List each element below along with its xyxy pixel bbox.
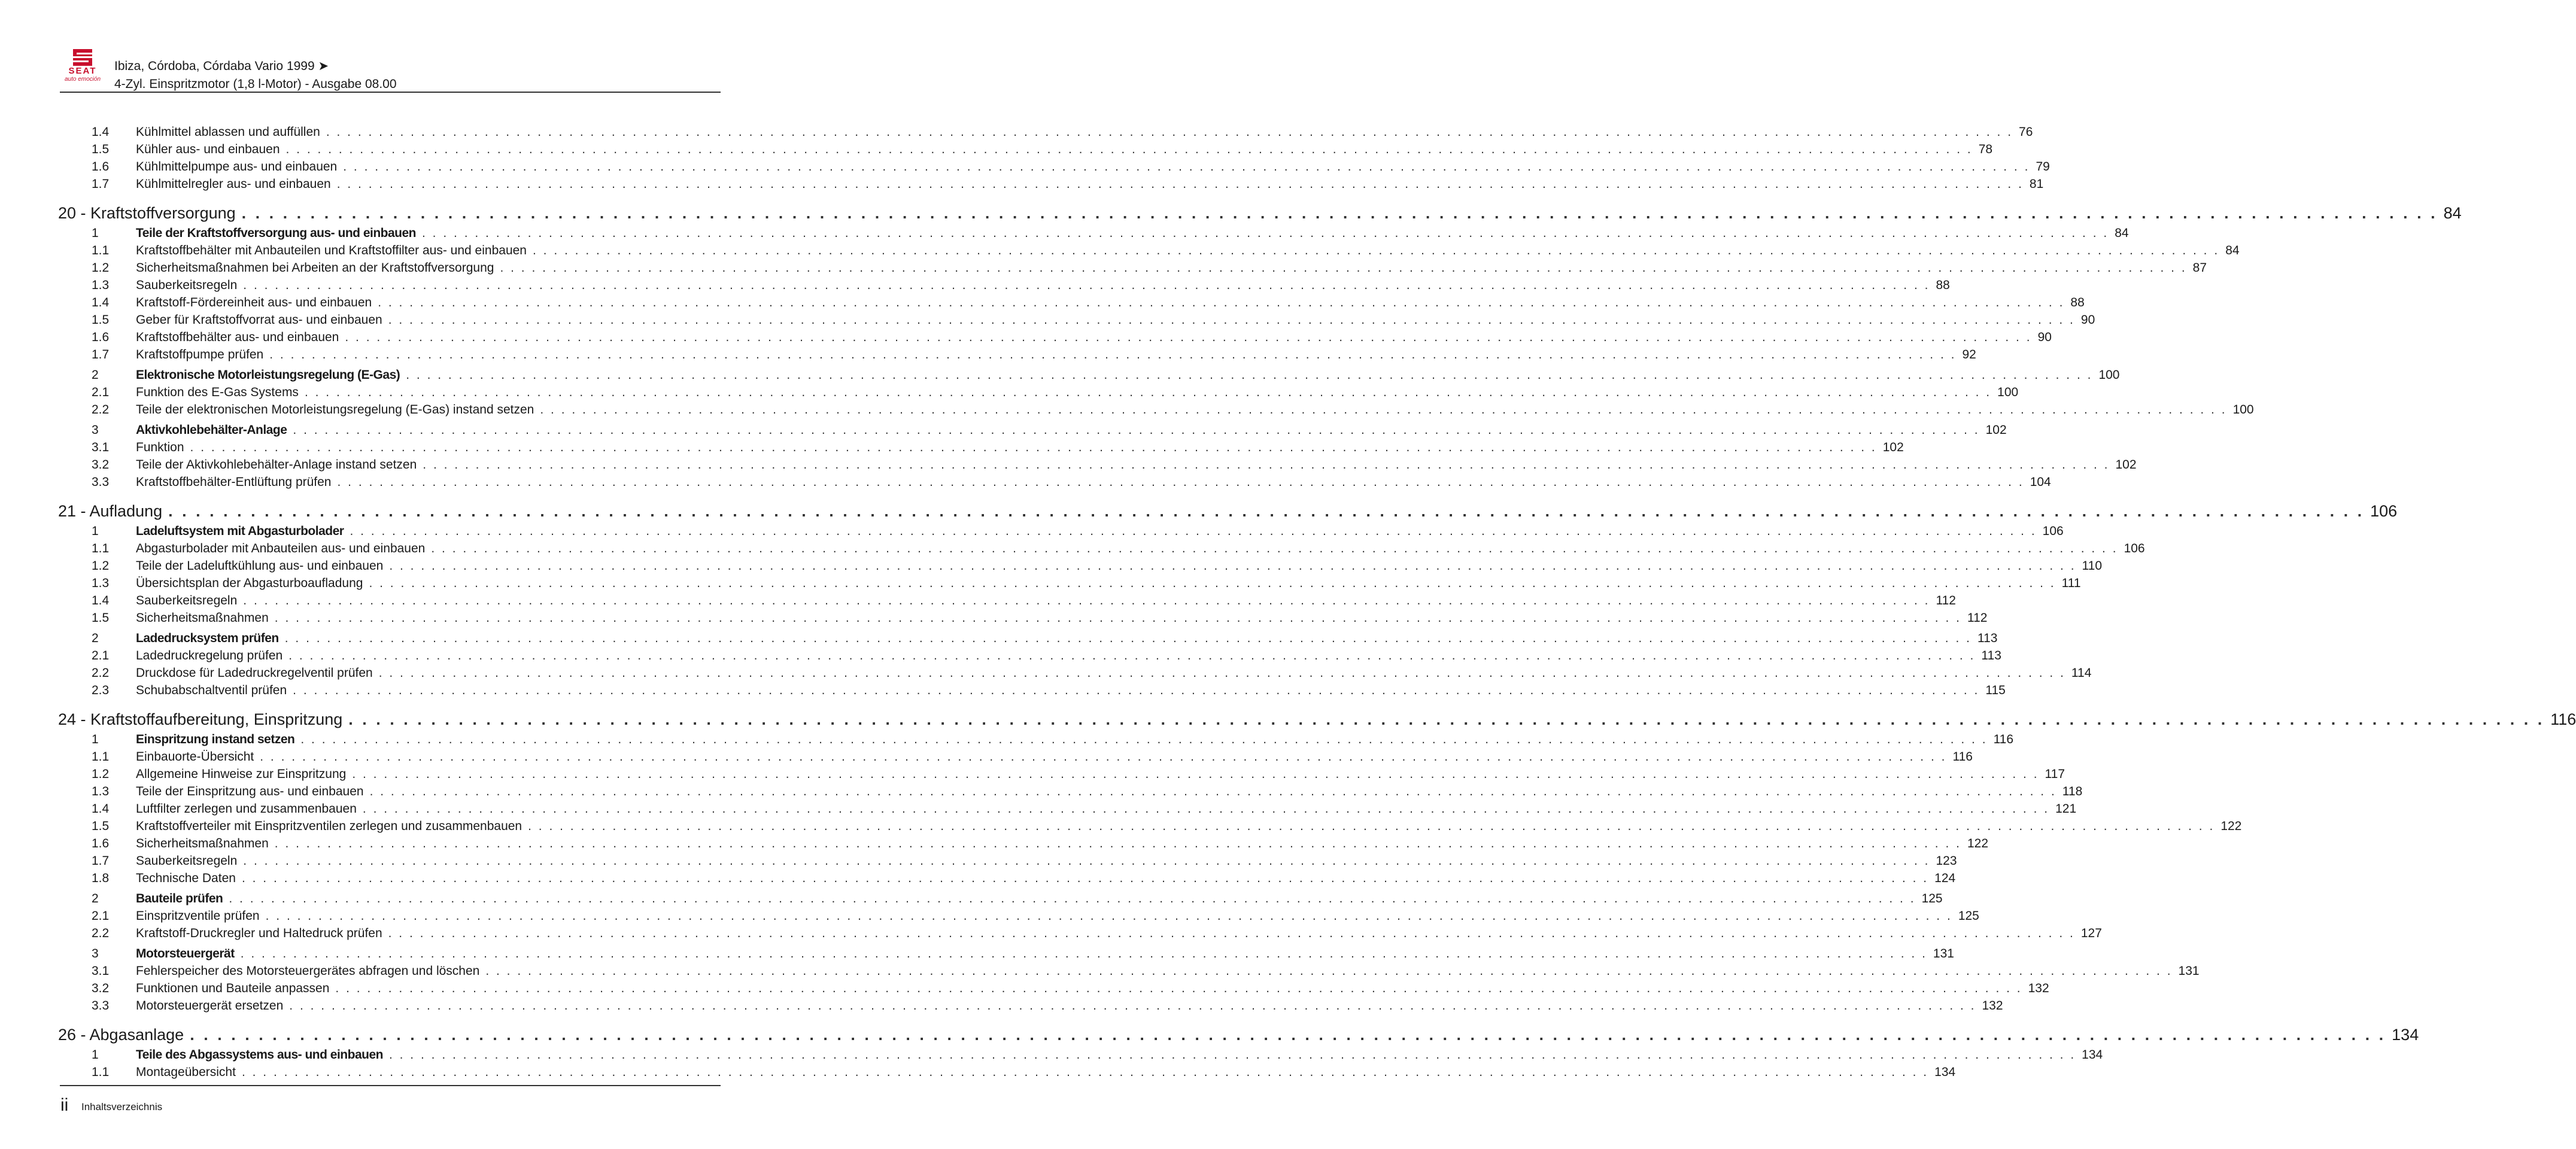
- footer-divider: [60, 1085, 721, 1086]
- toc-section[interactable]: [92, 946, 1954, 962]
- toc-leader-dots: . . . . . . . . . . . . . . . . . . . . . . . . . . . . . . . . . . . . . . . . . . . . . . . . . . . . . . . . . . . . . . . . . . . . . . . . . . . . . . . . . . . . . . . . . . . . . . . . . . . . . . . . . . . . . . . . . . . . . . . . . . . . . . . . . . . . . . . . . . . . . . . . . . . . . . . . . . . . . . . .: [528, 819, 2215, 833]
- toc-entry[interactable]: [92, 124, 2033, 140]
- toc-page-number: 125: [1921, 892, 1943, 905]
- toc-leader-dots: . . . . . . . . . . . . . . . . . . . . . . . . . . . . . . . . . . . . . . . . . . . . . . . . . . . . . . . . . . . . . . . . . . . . . . . . . . . . . . . . . . . . . . . . . . . . . . . . . . . . . . . . . . . . . . . . . . . . . . . . . . . . . . . . . . . . . . . . . . . . . . . . . . . . . . . . . . . . . . . .: [388, 926, 2075, 940]
- toc-entry[interactable]: [92, 749, 1973, 765]
- toc-page-number: 106: [2370, 502, 2398, 520]
- toc-entry[interactable]: [92, 871, 1956, 886]
- toc-entry-number: 3.2: [92, 458, 110, 472]
- toc-page-number: 79: [2036, 160, 2050, 174]
- toc-entry-number: 3: [92, 947, 99, 960]
- toc-entry-title: Funktionen und Bauteile anpassen: [136, 981, 330, 995]
- toc-entry-title: Kühlmittel ablassen und auffüllen: [136, 125, 320, 139]
- toc-entry-title: Abgasturbolader mit Anbauteilen aus- und einbauen: [136, 542, 426, 555]
- toc-page-number: 118: [2062, 785, 2083, 798]
- toc-entry-title: Sicherheitsmaßnahmen: [136, 837, 269, 850]
- toc-entry-number: 1.5: [92, 611, 110, 625]
- toc-page-number: 87: [2192, 261, 2207, 275]
- toc-entry[interactable]: [92, 853, 1957, 869]
- toc-entry[interactable]: [92, 278, 1950, 293]
- toc-entry[interactable]: [92, 312, 2095, 328]
- toc-entry[interactable]: [92, 558, 2103, 574]
- toc-entry-title: Sauberkeitsregeln: [136, 278, 238, 292]
- toc-entry-number: 1.3: [92, 576, 110, 590]
- toc-entry-title: Kraftstoffverteiler mit Einspritzventilen zerlegen und zusammenbauen: [136, 819, 523, 833]
- toc-chapter[interactable]: [58, 710, 2576, 729]
- toc-page-number: 113: [1977, 631, 1998, 645]
- toc-entry-title: Sicherheitsmaßnahmen bei Arbeiten an der Kraftstoffversorgung: [136, 261, 494, 275]
- toc-entry[interactable]: [92, 440, 1904, 455]
- toc-page-number: 116: [1952, 750, 1973, 764]
- toc-entry-number: 1.6: [92, 837, 110, 850]
- toc-entry-number: 1.7: [92, 177, 110, 191]
- toc-page-number: 131: [1933, 947, 1954, 960]
- toc-entry-number: 3.1: [92, 964, 110, 978]
- toc-chapter[interactable]: [58, 1025, 2419, 1044]
- toc-leader-dots: . . . . . . . . . . . . . . . . . . . . . . . . . . . . . . . . . . . . . . . . . . . . . . . . . . . . . . . . . . . . . . . . . . . . . . . . . . . . . . . . . . . . . . . . . . . . . . . . . . . . . . . . . . . . . . . . . . . . . . . . . . . . . . . . . . . . . . . . . . . . . . . . . . . . . . . . . . . . . . . .: [243, 278, 1930, 292]
- toc-entry-title: Sauberkeitsregeln: [136, 594, 238, 607]
- toc-leader-dots: . . . . . . . . . . . . . . . . . . . . . . . . . . . . . . . . . . . . . . . . . . . . . . . . . . . . . . . . . . . . . . . . . . . . . . . . . . . . . . . . . . . . . . . . . . . . . . . . . . . . . . . . . . . . . . . . . . . . . . . . . . . . . . . . . . . . . . . . . . . . . . . . . . . . . . . . . . . . . . . .: [243, 854, 1930, 868]
- toc-entry-title: Teile des Abgassystems aus- und einbauen: [136, 1048, 383, 1062]
- toc-leader-dots: . . . . . . . . . . . . . . . . . . . . . . . . . . . . . . . . . . . . . . . . . . . . . . . . . . . . . . . . . . . . . . . . . . . . . . . . . . . . . . . . . . . . . . . . . . . . . . . . . . . . . . . . . . . . . . . . . . . . . . . . . . . . . . . . . . . . . . . . . . . . . . . . . . . . . . . . . . . . . . . .: [532, 244, 2220, 257]
- toc-entry-title: Übersichtsplan der Abgasturboaufladung: [136, 576, 363, 590]
- toc-chapter[interactable]: [58, 501, 2398, 521]
- toc-leader-dots: . . . . . . . . . . . . . . . . . . . . . . . . . . . . . . . . . . . . . . . . . . . . . . . . . . . . . . . . . . . . . . . . . . . . . . . . . . . . . . . . . . . . . . . . . . . . . . . . . . . . . . . . . . . . . . . . . . . . . . . . . . . . . . . . . . . . . . . . . . . . . . . . . . . . . . . . . . . . . . . .: [304, 385, 1992, 399]
- toc-entry-number: 3.3: [92, 999, 110, 1013]
- toc-section[interactable]: [92, 631, 1998, 646]
- toc-entry[interactable]: [92, 998, 2003, 1014]
- toc-entry-number: 2.1: [92, 385, 110, 399]
- toc-leader-dots: . . . . . . . . . . . . . . . . . . . . . . . . . . . . . . . . . . . . . . . . . . . . . . . . . . . . . . . . . . . . . . . . . . . . . . . . . . . . . . . . . . . . . . . . . . . . . . . . . . . . . . . . . . . . . . . . . . . . . . . . . . . . . . . . . . . . . . . . . . . . . . . . . . . . . . . . . . . . . . . .: [229, 892, 1916, 905]
- toc-page-number: 84: [2443, 204, 2462, 222]
- toc-page-number: 115: [1985, 683, 2006, 697]
- toc-leader-dots: . . . . . . . . . . . . . . . . . . . . . . . . . . . . . . . . . . . . . . . . . . . . . . . . . . . . . . . . . . . . . . . . . . . . . . . . . . . . . . . . . . . . . . . . . . . . . . . . . . . . . . . . . . . . . . . . . . . . . . . . . . . . . . . . . . . . . . . . . . . . . . . . . . . . . . . . . . . . . . . .: [423, 458, 2110, 472]
- toc-entry-title: Motorsteuergerät ersetzen: [136, 999, 284, 1013]
- toc-page-number: 117: [2045, 767, 2065, 781]
- toc-entry-title: Kraftstoff-Druckregler und Haltedruck prüfen: [136, 926, 382, 940]
- toc-page-number: 131: [2178, 964, 2200, 978]
- toc-leader-dots: . . . . . . . . . . . . . . . . . . . . . . . . . . . . . . . . . . . . . . . . . . . . . . . . . . . . . . . . . . . . . . . . . . . . . . . . . . . . . . . . . . . . . . . . . . . . . . . . . . . . . . . . . . . . . . . . . . . . . . . . . . . . . . . . . . . . . . . . . . . . . . . . . . . . . . . . . . . . . . . .: [369, 576, 2056, 590]
- toc-entry-title: Allgemeine Hinweise zur Einspritzung: [136, 767, 347, 781]
- toc-entry-title: Teile der Aktivkohlebehälter-Anlage instand setzen: [136, 458, 417, 472]
- toc-leader-dots: . . . . . . . . . . . . . . . . . . . . . . . . . . . . . . . . . . . . . . . . . . . . . . . . . . . . . . . . . . . . . . . . . . . . . . . . . . . . . . . . . . . . . . . . . . . . . . . . . . . . . . . . . . . . . . . . . . . . . . . . . . . . . . . . . . . . . . . . . . . . . . . . . . . . . . . . . . . . . . . .: [485, 964, 2173, 978]
- header-divider: [60, 92, 721, 93]
- toc-entry[interactable]: [92, 295, 2085, 311]
- toc-section[interactable]: [92, 226, 2129, 241]
- seat-emblem-icon: [71, 48, 95, 67]
- logo-tagline: auto emoción: [64, 76, 101, 83]
- toc-leader-dots: . . . . . . . . . . . . . . . . . . . . . . . . . . . . . . . . . . . . . . . . . . . . . . . . . . . . . . . . . . . . . . . . . . . . . . . . . . . . . . . . . . . . . . . . . . . . . . . . . . . . . . . . . . . . . . . . . . . . . . . . . . . . . . . . . . . . . . . . . . . . . . . . . . . . . . . . . . . . . . . .: [241, 1065, 1929, 1079]
- toc-page-number: 78: [1978, 142, 1993, 156]
- toc-leader-dots: . . . . . . . . . . . . . . . . . . . . . . . . . . . . . . . . . . . . . . . . . . . . . . . . . . . . . . . . . . . . . . . . . . . . . . . . . . . . . . . . . . . . . . . . . . . . . . . . . . . . . . . . . . . . . . . . . . . . . . . . . . . . . . . . . . . . . . . . . . . . . . . . . . . . . . . . . . . . . . . .: [362, 802, 2050, 816]
- toc-entry[interactable]: [92, 610, 1988, 626]
- toc-page-number: 110: [2082, 559, 2103, 573]
- toc-entry[interactable]: [92, 926, 2102, 941]
- toc-entry-title: Kraftstoff-Fördereinheit aus- und einbauen: [136, 296, 372, 309]
- toc-leader-dots: . . . . . . . . . . . . . . . . . . . . . . . . . . . . . . . . . . . . . . . . . . . . . . . . . . . . . . . . . . . . . . . . . . . . . . . . . . . . . . . . . . . . . . . . . . . . . . . . . . . . . . . . . . . . . . . . . . . . . . . . . . . . . . . . . . . . . . . . . . . . . . . . . . . . . . . . . . . . . . . .: [388, 1048, 2076, 1062]
- toc-entry-number: 3: [92, 423, 99, 437]
- toc-entry-title: Sauberkeitsregeln: [136, 854, 238, 868]
- toc-entry-title: Schubabschaltventil prüfen: [136, 683, 287, 697]
- toc-entry-number: 3.1: [92, 440, 110, 454]
- toc-entry[interactable]: [92, 385, 2019, 400]
- toc-section[interactable]: [92, 891, 1943, 907]
- toc-page-number: 84: [2225, 244, 2240, 257]
- toc-entry[interactable]: [92, 330, 2052, 345]
- toc-leader-dots: . . . . . . . . . . . . . . . . . . . . . . . . . . . . . . . . . . . . . . . . . . . . . . . . . . . . . . . . . . . . . . . . . . . . . . . . . . . . . . . . . . . . . . . . . . . . . . . . . . . . . . . . . . . . . . . . . . . . . . . . . . . . . . . . . . . . . . . . . . . . . . . . . . . . . . . . . . . . . . . .: [190, 1026, 2386, 1044]
- toc-leader-dots: . . . . . . . . . . . . . . . . . . . . . . . . . . . . . . . . . . . . . . . . . . . . . . . . . . . . . . . . . . . . . . . . . . . . . . . . . . . . . . . . . . . . . . . . . . . . . . . . . . . . . . . . . . . . . . . . . . . . . . . . . . . . . . . . . . . . . . . . . . . . . . . . . . . . . . . . . . . . . . . .: [422, 226, 2109, 240]
- toc-entry-number: 1.1: [92, 750, 110, 764]
- toc-page-number: 102: [1985, 423, 2007, 437]
- toc-leader-dots: . . . . . . . . . . . . . . . . . . . . . . . . . . . . . . . . . . . . . . . . . . . . . . . . . . . . . . . . . . . . . . . . . . . . . . . . . . . . . . . . . . . . . . . . . . . . . . . . . . . . . . . . . . . . . . . . . . . . . . . . . . . . . . . . . . . . . . . . . . . . . . . . . . . . . . . . . . . . . . . .: [388, 313, 2075, 327]
- toc-page-number: 111: [2061, 576, 2081, 590]
- toc-leader-dots: . . . . . . . . . . . . . . . . . . . . . . . . . . . . . . . . . . . . . . . . . . . . . . . . . . . . . . . . . . . . . . . . . . . . . . . . . . . . . . . . . . . . . . . . . . . . . . . . . . . . . . . . . . . . . . . . . . . . . . . . . . . . . . . . . . . . . . . . . . . . . . . . . . . . . . . . . . . . . . . .: [378, 666, 2065, 680]
- toc-section[interactable]: [92, 422, 2007, 438]
- toc-entry-title: Kraftstoffpumpe prüfen: [136, 348, 264, 361]
- toc-entry[interactable]: [92, 665, 2092, 681]
- toc-entry[interactable]: [92, 177, 2044, 192]
- toc-leader-dots: . . . . . . . . . . . . . . . . . . . . . . . . . . . . . . . . . . . . . . . . . . . . . . . . . . . . . . . . . . . . . . . . . . . . . . . . . . . . . . . . . . . . . . . . . . . . . . . . . . . . . . . . . . . . . . . . . . . . . . . . . . . . . . . . . . . . . . . . . . . . . . . . . . . . . . . . . . . . . . . .: [284, 631, 1972, 645]
- toc-section[interactable]: [92, 1047, 2103, 1063]
- toc-entry[interactable]: [92, 457, 2137, 473]
- toc-leader-dots: . . . . . . . . . . . . . . . . . . . . . . . . . . . . . . . . . . . . . . . . . . . . . . . . . . . . . . . . . . . . . . . . . . . . . . . . . . . . . . . . . . . . . . . . . . . . . . . . . . . . . . . . . . . . . . . . . . . . . . . . . . . . . . . . . . . . . . . . . . . . . . . . . . . . . . . . . . . . . . . .: [269, 348, 1957, 361]
- document-subtitle: 4-Zyl. Einspritzmotor (1,8 l-Motor) - Ausgabe 08.00: [114, 77, 397, 91]
- toc-chapter-title: 26 - Abgasanlage: [58, 1026, 184, 1044]
- toc-entry-title: Druckdose für Ladedruckregelventil prüfen: [136, 666, 373, 680]
- toc-entry[interactable]: [92, 801, 2077, 817]
- toc-entry-title: Kühlmittelpumpe aus- und einbauen: [136, 160, 338, 174]
- toc-leader-dots: . . . . . . . . . . . . . . . . . . . . . . . . . . . . . . . . . . . . . . . . . . . . . . . . . . . . . . . . . . . . . . . . . . . . . . . . . . . . . . . . . . . . . . . . . . . . . . . . . . . . . . . . . . . . . . . . . . . . . . . . . . . . . . . . . . . . . . . . . . . . . . . . . . . . . . . . . . . . . . . .: [343, 160, 2030, 174]
- toc-entry-title: Kraftstoffbehälter aus- und einbauen: [136, 330, 339, 344]
- toc-entry[interactable]: [92, 683, 2006, 698]
- toc-page-number: 134: [2392, 1026, 2419, 1044]
- toc-page-number: 114: [2071, 666, 2092, 680]
- toc-entry-number: 1.5: [92, 819, 110, 833]
- toc-entry-number: 1.2: [92, 559, 110, 573]
- toc-entry-number: 2.2: [92, 666, 110, 680]
- toc-leader-dots: . . . . . . . . . . . . . . . . . . . . . . . . . . . . . . . . . . . . . . . . . . . . . . . . . . . . . . . . . . . . . . . . . . . . . . . . . . . . . . . . . . . . . . . . . . . . . . . . . . . . . . . . . . . . . . . . . . . . . . . . . . . . . . . . . . . . . . . . . . . . . . . . . . . . . . . . . . . . . . . .: [240, 947, 1927, 960]
- toc-leader-dots: . . . . . . . . . . . . . . . . . . . . . . . . . . . . . . . . . . . . . . . . . . . . . . . . . . . . . . . . . . . . . . . . . . . . . . . . . . . . . . . . . . . . . . . . . . . . . . . . . . . . . . . . . . . . . . . . . . . . . . . . . . . . . . . . . . . . . . . . . . . . . . . . . . . . . . . . . . . . . . . .: [336, 177, 2024, 191]
- toc-entry-title: Kühlmittelregler aus- und einbauen: [136, 177, 331, 191]
- toc-leader-dots: . . . . . . . . . . . . . . . . . . . . . . . . . . . . . . . . . . . . . . . . . . . . . . . . . . . . . . . . . . . . . . . . . . . . . . . . . . . . . . . . . . . . . . . . . . . . . . . . . . . . . . . . . . . . . . . . . . . . . . . . . . . . . . . . . . . . . . . . . . . . . . . . . . . . . . . . . . . . . . . .: [190, 440, 1877, 454]
- toc-leader-dots: . . . . . . . . . . . . . . . . . . . . . . . . . . . . . . . . . . . . . . . . . . . . . . . . . . . . . . . . . . . . . . . . . . . . . . . . . . . . . . . . . . . . . . . . . . . . . . . . . . . . . . . . . . . . . . . . . . . . . . . . . . . . . . . . . . . . . . . . . . . . . . . . . . . . . . . . . . . . . . . .: [288, 649, 1976, 662]
- toc-page-number: 106: [2042, 524, 2064, 538]
- toc-entry-number: 1.4: [92, 296, 110, 309]
- toc-leader-dots: . . . . . . . . . . . . . . . . . . . . . . . . . . . . . . . . . . . . . . . . . . . . . . . . . . . . . . . . . . . . . . . . . . . . . . . . . . . . . . . . . . . . . . . . . . . . . . . . . . . . . . . . . . . . . . . . . . . . . . . . . . . . . . . . . . . . . . . . . . . . . . . . . . . . . . . . . . . . . . . .: [378, 296, 2065, 309]
- toc-page-number: 88: [1936, 278, 1950, 292]
- toc-page-number: 76: [2019, 125, 2033, 139]
- toc-entry-title: Elektronische Motorleistungsregelung (E-Gas): [136, 368, 400, 382]
- toc-entry-title: Ladeluftsystem mit Abgasturbolader: [136, 524, 344, 538]
- toc-entry-number: 1.4: [92, 802, 110, 816]
- toc-leader-dots: . . . . . . . . . . . . . . . . . . . . . . . . . . . . . . . . . . . . . . . . . . . . . . . . . . . . . . . . . . . . . . . . . . . . . . . . . . . . . . . . . . . . . . . . . . . . . . . . . . . . . . . . . . . . . . . . . . . . . . . . . . . . . . . . . . . . . . . . . . . . . . . . . . . . . . . . . . . . . . . .: [337, 475, 2024, 489]
- toc-page-number: 100: [2232, 403, 2254, 417]
- toc-entry-title: Funktion des E-Gas Systems: [136, 385, 299, 399]
- toc-leader-dots: . . . . . . . . . . . . . . . . . . . . . . . . . . . . . . . . . . . . . . . . . . . . . . . . . . . . . . . . . . . . . . . . . . . . . . . . . . . . . . . . . . . . . . . . . . . . . . . . . . . . . . . . . . . . . . . . . . . . . . . . . . . . . . . . . . . . . . . . . . . . . . . . . . . . . . . . . . . . . . . .: [335, 981, 2022, 995]
- toc-entry-number: 2.2: [92, 403, 110, 417]
- toc-entry-title: Bauteile prüfen: [136, 892, 223, 905]
- toc-page-number: 102: [1882, 440, 1904, 454]
- toc-leader-dots: . . . . . . . . . . . . . . . . . . . . . . . . . . . . . . . . . . . . . . . . . . . . . . . . . . . . . . . . . . . . . . . . . . . . . . . . . . . . . . . . . . . . . . . . . . . . . . . . . . . . . . . . . . . . . . . . . . . . . . . . . . . . . . . . . . . . . . . . . . . . . . . . . . . . . . . . . . . . . . . .: [293, 683, 1980, 697]
- toc-entry[interactable]: [92, 1065, 1956, 1080]
- toc-leader-dots: . . . . . . . . . . . . . . . . . . . . . . . . . . . . . . . . . . . . . . . . . . . . . . . . . . . . . . . . . . . . . . . . . . . . . . . . . . . . . . . . . . . . . . . . . . . . . . . . . . . . . . . . . . . . . . . . . . . . . . . . . . . . . . . . . . . . . . . . . . . . . . . . . . . . . . . . . . . . . . . .: [300, 732, 1988, 746]
- toc-page-number: 121: [2055, 802, 2077, 816]
- toc-entry-title: Sicherheitsmaßnahmen: [136, 611, 269, 625]
- toc-leader-dots: . . . . . . . . . . . . . . . . . . . . . . . . . . . . . . . . . . . . . . . . . . . . . . . . . . . . . . . . . . . . . . . . . . . . . . . . . . . . . . . . . . . . . . . . . . . . . . . . . . . . . . . . . . . . . . . . . . . . . . . . . . . . . . . . . . . . . . . . . . . . . . . . . . . . . . . . . . . . . . . .: [389, 559, 2076, 573]
- toc-leader-dots: . . . . . . . . . . . . . . . . . . . . . . . . . . . . . . . . . . . . . . . . . . . . . . . . . . . . . . . . . . . . . . . . . . . . . . . . . . . . . . . . . . . . . . . . . . . . . . . . . . . . . . . . . . . . . . . . . . . . . . . . . . . . . . . . . . . . . . . . . . . . . . . . . . . . . . . . . . . . . . . .: [241, 871, 1929, 885]
- toc-page-number: 88: [2070, 296, 2085, 309]
- toc-entry-title: Fehlerspeicher des Motorsteuergerätes abfragen und löschen: [136, 964, 480, 978]
- document-title: Ibiza, Córdoba, Córdaba Vario 1999 ➤: [114, 59, 329, 73]
- toc-leader-dots: . . . . . . . . . . . . . . . . . . . . . . . . . . . . . . . . . . . . . . . . . . . . . . . . . . . . . . . . . . . . . . . . . . . . . . . . . . . . . . . . . . . . . . . . . . . . . . . . . . . . . . . . . . . . . . . . . . . . . . . . . . . . . . . . . . . . . . . . . . . . . . . . . . . . . . . . . . . . . . . .: [326, 125, 2013, 139]
- toc-page-number: 132: [1982, 999, 2003, 1013]
- toc-leader-dots: . . . . . . . . . . . . . . . . . . . . . . . . . . . . . . . . . . . . . . . . . . . . . . . . . . . . . . . . . . . . . . . . . . . . . . . . . . . . . . . . . . . . . . . . . . . . . . . . . . . . . . . . . . . . . . . . . . . . . . . . . . . . . . . . . . . . . . . . . . . . . . . . . . . . . . . . . . . . . . . .: [540, 403, 2227, 417]
- toc-entry-number: 1: [92, 226, 99, 240]
- toc-entry[interactable]: [92, 819, 2242, 834]
- toc-page-number: 124: [1934, 871, 1956, 885]
- toc-entry-number: 2.3: [92, 683, 110, 697]
- toc-entry-title: Einspritzung instand setzen: [136, 732, 295, 746]
- toc-entry-number: 1.5: [92, 142, 110, 156]
- toc-page-number: 132: [2028, 981, 2049, 995]
- toc-entry-number: 1.7: [92, 854, 110, 868]
- toc-page-number: 125: [1958, 909, 1979, 923]
- toc-entry-number: 1.3: [92, 278, 110, 292]
- toc-section[interactable]: [92, 524, 2064, 539]
- toc-section[interactable]: [92, 367, 2120, 383]
- toc-entry[interactable]: [92, 142, 1993, 157]
- toc-entry-number: 1.1: [92, 244, 110, 257]
- toc-leader-dots: . . . . . . . . . . . . . . . . . . . . . . . . . . . . . . . . . . . . . . . . . . . . . . . . . . . . . . . . . . . . . . . . . . . . . . . . . . . . . . . . . . . . . . . . . . . . . . . . . . . . . . . . . . . . . . . . . . . . . . . . . . . . . . . . . . . . . . . . . . . . . . . . . . . . . . . . . . . . . . . .: [406, 368, 2093, 382]
- toc-entry-title: Technische Daten: [136, 871, 236, 885]
- toc-entry[interactable]: [92, 981, 2049, 996]
- toc-entry-number: 1.1: [92, 542, 110, 555]
- toc-entry-number: 1: [92, 524, 99, 538]
- toc-entry[interactable]: [92, 767, 2065, 782]
- toc-chapter[interactable]: [58, 203, 2462, 223]
- footer-title: Inhaltsverzeichnis: [81, 1101, 163, 1112]
- toc-entry[interactable]: [92, 475, 2051, 490]
- toc-entry-number: 2: [92, 892, 99, 905]
- toc-entry[interactable]: [92, 963, 2200, 979]
- toc-leader-dots: . . . . . . . . . . . . . . . . . . . . . . . . . . . . . . . . . . . . . . . . . . . . . . . . . . . . . . . . . . . . . . . . . . . . . . . . . . . . . . . . . . . . . . . . . . . . . . . . . . . . . . . . . . . . . . . . . . . . . . . . . . . . . . . . . . . . . . . . . . . . . . . . . . . . . . . . . . . . . . . .: [274, 837, 1961, 850]
- toc-page-number: 90: [2080, 313, 2095, 327]
- toc-leader-dots: . . . . . . . . . . . . . . . . . . . . . . . . . . . . . . . . . . . . . . . . . . . . . . . . . . . . . . . . . . . . . . . . . . . . . . . . . . . . . . . . . . . . . . . . . . . . . . . . . . . . . . . . . . . . . . . . . . . . . . . . . . . . . . . . . . . . . . . . . . . . . . . . . . . . . . . . . . . . . . . .: [265, 909, 1952, 923]
- toc-entry[interactable]: [92, 260, 2207, 276]
- toc-entry-title: Luftfilter zerlegen und zusammenbauen: [136, 802, 357, 816]
- toc-chapter-title: 21 - Aufladung: [58, 502, 163, 520]
- toc-entry-number: 1.1: [92, 1065, 110, 1079]
- toc-entry-title: Ladedruckregelung prüfen: [136, 649, 283, 662]
- toc-page-number: 127: [2080, 926, 2102, 940]
- toc-page-number: 106: [2124, 542, 2145, 555]
- toc-entry[interactable]: [92, 648, 2001, 664]
- toc-entry-title: Ladedrucksystem prüfen: [136, 631, 279, 645]
- toc-entry-number: 2: [92, 368, 99, 382]
- toc-leader-dots: . . . . . . . . . . . . . . . . . . . . . . . . . . . . . . . . . . . . . . . . . . . . . . . . . . . . . . . . . . . . . . . . . . . . . . . . . . . . . . . . . . . . . . . . . . . . . . . . . . . . . . . . . . . . . . . . . . . . . . . . . . . . . . . . . . . . . . . . . . . . . . . . . . . . . . . . . . . . . . . .: [260, 750, 1947, 764]
- toc-leader-dots: . . . . . . . . . . . . . . . . . . . . . . . . . . . . . . . . . . . . . . . . . . . . . . . . . . . . . . . . . . . . . . . . . . . . . . . . . . . . . . . . . . . . . . . . . . . . . . . . . . . . . . . . . . . . . . . . . . . . . . . . . . . . . . . . . . . . . . . . . . . . . . . . . . . . . . . . . . . . . . . .: [168, 502, 2365, 520]
- toc-page-number: 116: [1993, 732, 2014, 746]
- toc-entry[interactable]: [92, 576, 2081, 591]
- toc-page-number: 102: [2115, 458, 2137, 472]
- toc-entry-title: Kühler aus- und einbauen: [136, 142, 280, 156]
- toc-entry-title: Teile der elektronischen Motorleistungsregelung (E-Gas) instand setzen: [136, 403, 534, 417]
- page-number: ii: [60, 1095, 69, 1115]
- toc-entry-title: Teile der Kraftstoffversorgung aus- und einbauen: [136, 226, 417, 240]
- toc-leader-dots: . . . . . . . . . . . . . . . . . . . . . . . . . . . . . . . . . . . . . . . . . . . . . . . . . . . . . . . . . . . . . . . . . . . . . . . . . . . . . . . . . . . . . . . . . . . . . . . . . . . . . . . . . . . . . . . . . . . . . . . . . . . . . . . . . . . . . . . . . . . . . . . . . . . . . . . . . . . . . . . .: [352, 767, 2039, 781]
- toc-entry[interactable]: [92, 243, 2240, 259]
- toc-entry-title: Motorsteuergerät: [136, 947, 235, 960]
- toc-leader-dots: . . . . . . . . . . . . . . . . . . . . . . . . . . . . . . . . . . . . . . . . . . . . . . . . . . . . . . . . . . . . . . . . . . . . . . . . . . . . . . . . . . . . . . . . . . . . . . . . . . . . . . . . . . . . . . . . . . . . . . . . . . . . . . . . . . . . . . . . . . . . . . . . . . . . . . . . . . . . . . . .: [350, 524, 2037, 538]
- toc-page-number: 81: [2029, 177, 2044, 191]
- toc-leader-dots: . . . . . . . . . . . . . . . . . . . . . . . . . . . . . . . . . . . . . . . . . . . . . . . . . . . . . . . . . . . . . . . . . . . . . . . . . . . . . . . . . . . . . . . . . . . . . . . . . . . . . . . . . . . . . . . . . . . . . . . . . . . . . . . . . . . . . . . . . . . . . . . . . . . . . . . . . . . . . . . .: [293, 423, 1980, 437]
- toc-page-number: 112: [1967, 611, 1988, 625]
- toc-page-number: 122: [1967, 837, 1989, 850]
- toc-leader-dots: . . . . . . . . . . . . . . . . . . . . . . . . . . . . . . . . . . . . . . . . . . . . . . . . . . . . . . . . . . . . . . . . . . . . . . . . . . . . . . . . . . . . . . . . . . . . . . . . . . . . . . . . . . . . . . . . . . . . . . . . . . . . . . . . . . . . . . . . . . . . . . . . . . . . . . . . . . . . . . . .: [274, 611, 1961, 625]
- toc-entry-title: Kraftstoffbehälter-Entlüftung prüfen: [136, 475, 332, 489]
- toc-leader-dots: . . . . . . . . . . . . . . . . . . . . . . . . . . . . . . . . . . . . . . . . . . . . . . . . . . . . . . . . . . . . . . . . . . . . . . . . . . . . . . . . . . . . . . . . . . . . . . . . . . . . . . . . . . . . . . . . . . . . . . . . . . . . . . . . . . . . . . . . . . . . . . . . . . . . . . . . . . . . . . . .: [345, 330, 2032, 344]
- toc-page-number: 100: [1997, 385, 2019, 399]
- toc-entry-number: 3.2: [92, 981, 110, 995]
- toc-entry[interactable]: [92, 593, 1956, 609]
- toc-entry[interactable]: [92, 347, 1976, 363]
- toc-entry-title: Montageübersicht: [136, 1065, 236, 1079]
- toc-page-number: 122: [2220, 819, 2242, 833]
- toc-page-number: 100: [2098, 368, 2120, 382]
- toc-entry[interactable]: [92, 836, 1989, 852]
- toc-entry-number: 1.4: [92, 594, 110, 607]
- toc-leader-dots: . . . . . . . . . . . . . . . . . . . . . . . . . . . . . . . . . . . . . . . . . . . . . . . . . . . . . . . . . . . . . . . . . . . . . . . . . . . . . . . . . . . . . . . . . . . . . . . . . . . . . . . . . . . . . . . . . . . . . . . . . . . . . . . . . . . . . . . . . . . . . . . . . . . . . . . . . . . . . . . .: [348, 710, 2545, 728]
- toc-leader-dots: . . . . . . . . . . . . . . . . . . . . . . . . . . . . . . . . . . . . . . . . . . . . . . . . . . . . . . . . . . . . . . . . . . . . . . . . . . . . . . . . . . . . . . . . . . . . . . . . . . . . . . . . . . . . . . . . . . . . . . . . . . . . . . . . . . . . . . . . . . . . . . . . . . . . . . . . . . . . . . . .: [243, 594, 1930, 607]
- toc-page-number: 134: [1934, 1065, 1956, 1079]
- toc-leader-dots: . . . . . . . . . . . . . . . . . . . . . . . . . . . . . . . . . . . . . . . . . . . . . . . . . . . . . . . . . . . . . . . . . . . . . . . . . . . . . . . . . . . . . . . . . . . . . . . . . . . . . . . . . . . . . . . . . . . . . . . . . . . . . . . . . . . . . . . . . . . . . . . . . . . . . . . . . . . . . . . .: [431, 542, 2118, 555]
- toc-chapter-title: 20 - Kraftstoffversorgung: [58, 204, 236, 222]
- toc-entry-number: 2: [92, 631, 99, 645]
- toc-page-number: 104: [2030, 475, 2051, 489]
- toc-entry[interactable]: [92, 784, 2083, 800]
- toc-entry-number: 1.6: [92, 160, 110, 174]
- toc-entry[interactable]: [92, 402, 2254, 418]
- toc-entry-number: 1.2: [92, 767, 110, 781]
- toc-entry-title: Einspritzventile prüfen: [136, 909, 260, 923]
- toc-entry-number: 2.1: [92, 909, 110, 923]
- seat-logo: [60, 48, 105, 83]
- toc-page-number: 113: [1981, 649, 2001, 662]
- toc-leader-dots: . . . . . . . . . . . . . . . . . . . . . . . . . . . . . . . . . . . . . . . . . . . . . . . . . . . . . . . . . . . . . . . . . . . . . . . . . . . . . . . . . . . . . . . . . . . . . . . . . . . . . . . . . . . . . . . . . . . . . . . . . . . . . . . . . . . . . . . . . . . . . . . . . . . . . . . . . . . . . . . .: [289, 999, 1976, 1013]
- toc-entry-number: 1.8: [92, 871, 110, 885]
- toc-entry-title: Teile der Ladeluftkühlung aus- und einbauen: [136, 559, 384, 573]
- toc-entry-number: 1.5: [92, 313, 110, 327]
- toc-section[interactable]: [92, 732, 2014, 747]
- toc-page-number: 90: [2037, 330, 2052, 344]
- toc-entry-number: 1.3: [92, 785, 110, 798]
- toc-page-number: 123: [1936, 854, 1957, 868]
- toc-entry-title: Aktivkohlebehälter-Anlage: [136, 423, 287, 437]
- toc-leader-dots: . . . . . . . . . . . . . . . . . . . . . . . . . . . . . . . . . . . . . . . . . . . . . . . . . . . . . . . . . . . . . . . . . . . . . . . . . . . . . . . . . . . . . . . . . . . . . . . . . . . . . . . . . . . . . . . . . . . . . . . . . . . . . . . . . . . . . . . . . . . . . . . . . . . . . . . . . . . . . . . .: [285, 142, 1973, 156]
- toc-entry-title: Teile der Einspritzung aus- und einbauen: [136, 785, 364, 798]
- toc-entry-number: 3.3: [92, 475, 110, 489]
- toc-leader-dots: . . . . . . . . . . . . . . . . . . . . . . . . . . . . . . . . . . . . . . . . . . . . . . . . . . . . . . . . . . . . . . . . . . . . . . . . . . . . . . . . . . . . . . . . . . . . . . . . . . . . . . . . . . . . . . . . . . . . . . . . . . . . . . . . . . . . . . . . . . . . . . . . . . . . . . . . . . . . . . . .: [369, 785, 2056, 798]
- toc-page-number: 116: [2550, 710, 2576, 728]
- toc-entry-title: Geber für Kraftstoffvorrat aus- und einbauen: [136, 313, 382, 327]
- toc-leader-dots: . . . . . . . . . . . . . . . . . . . . . . . . . . . . . . . . . . . . . . . . . . . . . . . . . . . . . . . . . . . . . . . . . . . . . . . . . . . . . . . . . . . . . . . . . . . . . . . . . . . . . . . . . . . . . . . . . . . . . . . . . . . . . . . . . . . . . . . . . . . . . . . . . . . . . . . . . . . . . . . .: [241, 204, 2438, 222]
- toc-entry-number: 2.2: [92, 926, 110, 940]
- toc-page-number: 92: [1962, 348, 1976, 361]
- toc-entry-number: 1: [92, 1048, 99, 1062]
- toc-entry-number: 1.2: [92, 261, 110, 275]
- toc-entry[interactable]: [92, 908, 1979, 924]
- toc-page-number: 84: [2115, 226, 2129, 240]
- toc-entry-title: Einbauorte-Übersicht: [136, 750, 254, 764]
- toc-entry-number: 1.6: [92, 330, 110, 344]
- toc-chapter-title: 24 - Kraftstoffaufbereitung, Einspritzung: [58, 710, 343, 728]
- toc-entry[interactable]: [92, 541, 2145, 557]
- toc-page-number: 134: [2082, 1048, 2103, 1062]
- logo-brand: SEAT: [68, 66, 97, 76]
- toc-leader-dots: . . . . . . . . . . . . . . . . . . . . . . . . . . . . . . . . . . . . . . . . . . . . . . . . . . . . . . . . . . . . . . . . . . . . . . . . . . . . . . . . . . . . . . . . . . . . . . . . . . . . . . . . . . . . . . . . . . . . . . . . . . . . . . . . . . . . . . . . . . . . . . . . . . . . . . . . . . . . . . . .: [500, 261, 2187, 275]
- toc-entry-title: Kraftstoffbehälter mit Anbauteilen und Kraftstoffilter aus- und einbauen: [136, 244, 527, 257]
- toc-entry-number: 1.4: [92, 125, 110, 139]
- toc-entry-title: Funktion: [136, 440, 184, 454]
- toc-entry-number: 1.7: [92, 348, 110, 361]
- toc-page-number: 112: [1936, 594, 1956, 607]
- toc-entry-number: 2.1: [92, 649, 110, 662]
- toc-entry-number: 1: [92, 732, 99, 746]
- toc-entry[interactable]: [92, 159, 2050, 175]
